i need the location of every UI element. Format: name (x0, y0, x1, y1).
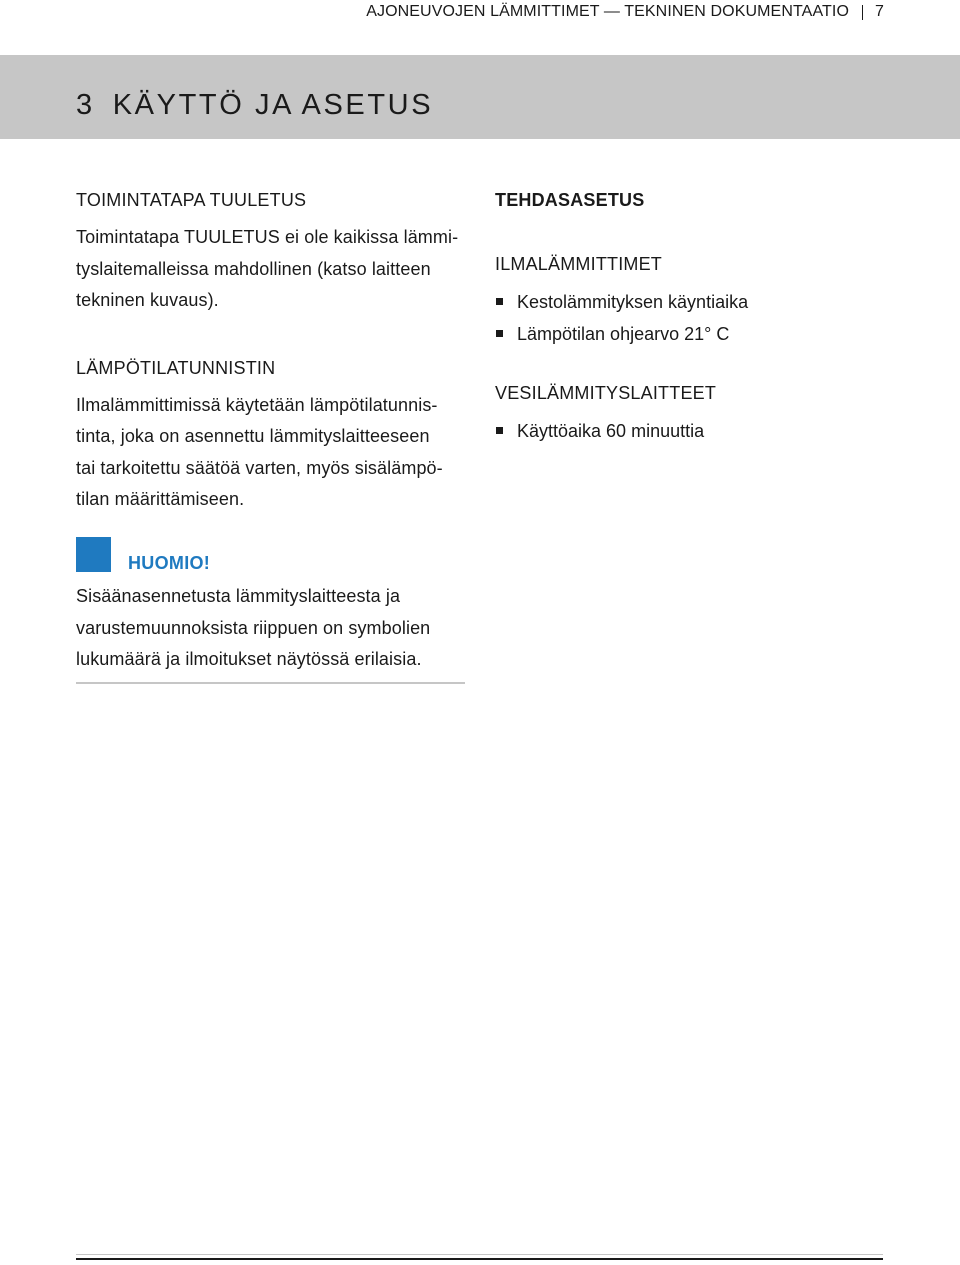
left-column (76, 188, 476, 516)
page-number: 7 (875, 3, 884, 20)
bullet-square-icon (496, 298, 503, 305)
list-item-label: Käyttöaika 60 minuuttia (517, 421, 705, 441)
text-line: tekninen kuvaus). (76, 290, 219, 310)
text-line: Toimintatapa TUULETUS ei ole kaikissa lämmi- (76, 227, 459, 247)
running-header-title: AJONEUVOJEN LÄMMITTIMET — TEKNINEN DOKUMENTAATIO (366, 3, 849, 20)
notice-marker-square (76, 537, 111, 572)
bullet-square-icon (496, 427, 503, 434)
text-line: Sisäänasennetusta lämmityslaitteesta ja (76, 586, 401, 606)
running-header (366, 3, 884, 21)
text-line: tinta, joka on asennettu lämmityslaitteeseen (76, 426, 430, 446)
text-line: tyslaitemalleissa mahdollinen (katso laitteen (76, 258, 431, 279)
chapter-title-text: KÄYTTÖ JA ASETUS (112, 89, 434, 121)
ventilation-paragraph (76, 222, 476, 317)
footer-rule (76, 1258, 883, 1260)
air-heaters-list (495, 286, 895, 350)
list-item (495, 286, 895, 318)
notice-divider (76, 682, 465, 684)
group-heading-water-heaters: VESILÄMMITYSLAITTEET (495, 383, 717, 403)
text-line: tilan määrittämiseen. (76, 489, 245, 509)
bullet-square-icon (496, 330, 503, 337)
factory-settings-heading: TEHDASASETUS (495, 190, 645, 210)
temperature-sensor-paragraph (76, 390, 476, 516)
section-heading-temperature-sensor: LÄMPÖTILATUNNISTIN (76, 357, 276, 378)
notice-text (76, 581, 476, 676)
section-heading-ventilation: TOIMINTATAPA TUULETUS (76, 190, 307, 210)
chapter-number: 3 (76, 89, 95, 121)
text-line: varustemuunnoksista riippuen on symbolien (76, 617, 431, 638)
right-column (495, 188, 895, 447)
list-item (495, 318, 895, 350)
text-line: lukumäärä ja ilmoitukset näytössä erilaisia. (76, 649, 422, 669)
footer-rule-light (76, 1254, 883, 1255)
notice-title: HUOMIO! (128, 553, 211, 573)
header-separator (862, 5, 863, 20)
notice-paragraph (76, 581, 476, 676)
group-heading-air-heaters: ILMALÄMMITTIMET (495, 254, 663, 274)
list-item-label: Lämpötilan ohjearvo 21° C (517, 324, 730, 344)
list-item (495, 415, 895, 447)
chapter-title (76, 89, 433, 122)
list-item-label: Kestolämmityksen käyntiaika (517, 292, 749, 312)
text-line: Ilmalämmittimissä käytetään lämpötilatunnis- (76, 394, 438, 415)
water-heaters-list (495, 415, 895, 447)
text-line: tai tarkoitettu säätöä varten, myös sisälämpö- (76, 457, 443, 478)
